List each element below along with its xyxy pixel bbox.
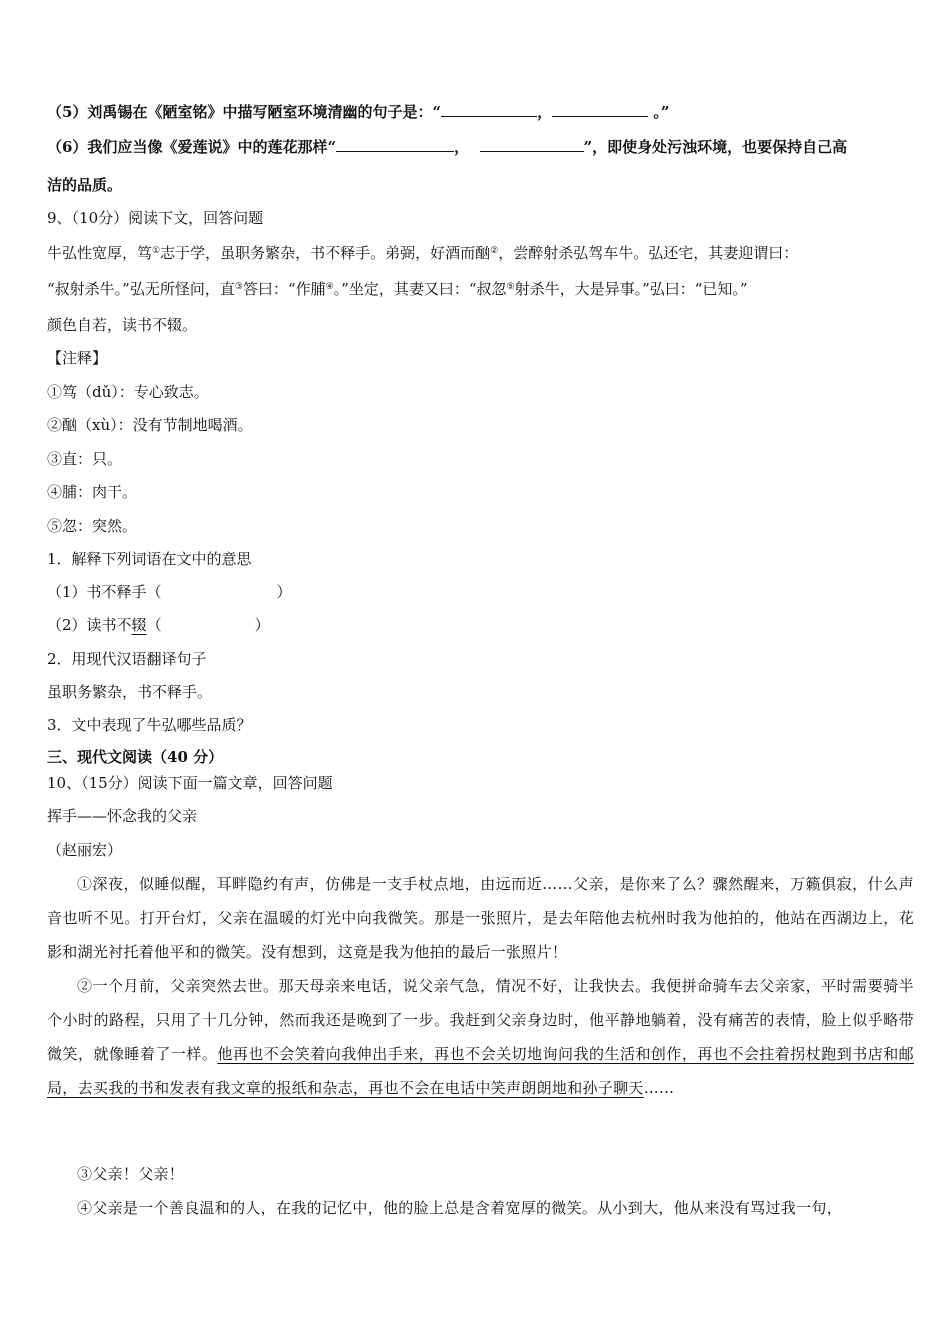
- q9-sub2: 2．用现代汉语翻译句子: [47, 650, 207, 668]
- q9-passage-line3: 颜色自若，读书不辍。: [47, 316, 198, 334]
- q9-note-3: ③直：只。: [47, 450, 123, 468]
- q9-sub1: 1．解释下列词语在文中的意思: [47, 550, 252, 568]
- q9-sub3: 3．文中表现了牛弘哪些品质？: [47, 716, 252, 734]
- q9-note-5: ⑤忽：突然。: [47, 517, 138, 535]
- q8-item5-blank2[interactable]: [552, 102, 648, 117]
- q10-paragraph-1: ①深夜，似睡似醒，耳畔隐约有声，仿佛是一支手杖点地，由远而近……父亲，是你来了么？骤然醒来，万籁俱寂，什么声音也听不见。打开台灯，父亲在温暖的灯光中向我微笑。那是一张照片，是去年陪他去杭州时我为他拍的，他站在西湖边上，花影和湖光衬托着他平和的微笑。没有想到，这竟是我为他拍的最后一张照片！: [47, 875, 914, 961]
- q8-item6-blank2[interactable]: [480, 137, 584, 152]
- q10-underlined-sentence: 他再也不会笑着向我伸出手来，再也不会关切地询问我的生活和创作，再也不会拄着拐杖跑到书店和邮局，去买我的书和发表有我文章的报纸和杂志，再也不会在电话中笑声朗朗地和孙子聊天: [47, 1045, 914, 1097]
- q9-passage-line2: “叔射杀牛。”弘无所怪问，直③答曰：“作脯④。”坐定，其妻又曰：“叔忽⑤射杀牛，大是异事。”弘曰：“已知。”: [47, 280, 748, 298]
- q8-item6-text: （6）我们应当像《爱莲说》中的莲花那样“: [47, 138, 337, 156]
- q9-sub1-b-keyword: 辍: [131, 616, 147, 634]
- q9-sub2-sentence: 虽职务繁杂，书不释手。: [47, 683, 213, 701]
- q8-item5-text: （5）刘禹锡在《陋室铭》中描写陋室环境清幽的句子是：“: [47, 103, 442, 121]
- q8-item6: （6）我们应当像《爱莲说》中的莲花那样“ ， ”，即使身处污浊环境，也要保持自己高: [47, 138, 848, 156]
- section3-title: 三、现代文阅读（40 分）: [47, 748, 224, 766]
- q10-paragraph-2: ②一个月前，父亲突然去世。那天母亲来电话，说父亲气急，情况不好，让我快去。我便拼命骑车去父亲家，平时需要骑半个小时的路程，只用了十几分钟，然而我还是晚到了一步。我赶到父亲身边时，他平静地躺着，没有痛苦的表情，脸上似乎略带微笑，就像睡着了一样。他再也不会笑着向我伸出手来，再也不会关切地询问我的生活和创作，再也不会拄着拐杖跑到书店和邮局，去买我的书和发表有我文章的报纸和杂志，再也不会在电话中笑声朗朗地和孙子聊天……: [47, 977, 914, 1097]
- q8-item5: （5）刘禹锡在《陋室铭》中描写陋室环境清幽的句子是：“ ， 。”: [47, 103, 670, 121]
- q10-paragraph-3: ③父亲！父亲！: [77, 1165, 185, 1183]
- q8-item6-cont: 洁的品质。: [47, 176, 123, 194]
- q10-author: （赵丽宏）: [47, 841, 123, 859]
- q9-sub1-a: （1）书不释手（ ）: [47, 583, 292, 601]
- q8-item5-blank1[interactable]: [441, 102, 537, 117]
- q9-note-4: ④脯：肉干。: [47, 483, 138, 501]
- q10-header: 10、（15分）阅读下面一篇文章，回答问题: [47, 774, 333, 792]
- q8-item6-blank1[interactable]: [336, 137, 454, 152]
- q9-notes-title: 【注释】: [47, 349, 108, 367]
- q10-article-title: 挥手——怀念我的父亲: [47, 807, 198, 825]
- q9-passage-line1: 牛弘性宽厚，笃①志于学，虽职务繁杂，书不释手。弟弼，好酒而酗②，尝醉射杀弘驾车牛。弘还宅，其妻迎谓曰：: [47, 244, 799, 262]
- q9-header: 9、（10分）阅读下文，回答问题: [47, 209, 264, 227]
- q9-note-1: ①笃（dǔ）：专心致志。: [47, 383, 209, 401]
- q10-paragraph-4: ④父亲是一个善良温和的人，在我的记忆中，他的脸上总是含着宽厚的微笑。从小到大，他从来没有骂过我一句，: [77, 1199, 843, 1217]
- q9-note-2: ②酗（xù）：没有节制地喝酒。: [47, 416, 253, 434]
- q9-sub1-b: （2）读书不辍（ ）: [47, 616, 270, 634]
